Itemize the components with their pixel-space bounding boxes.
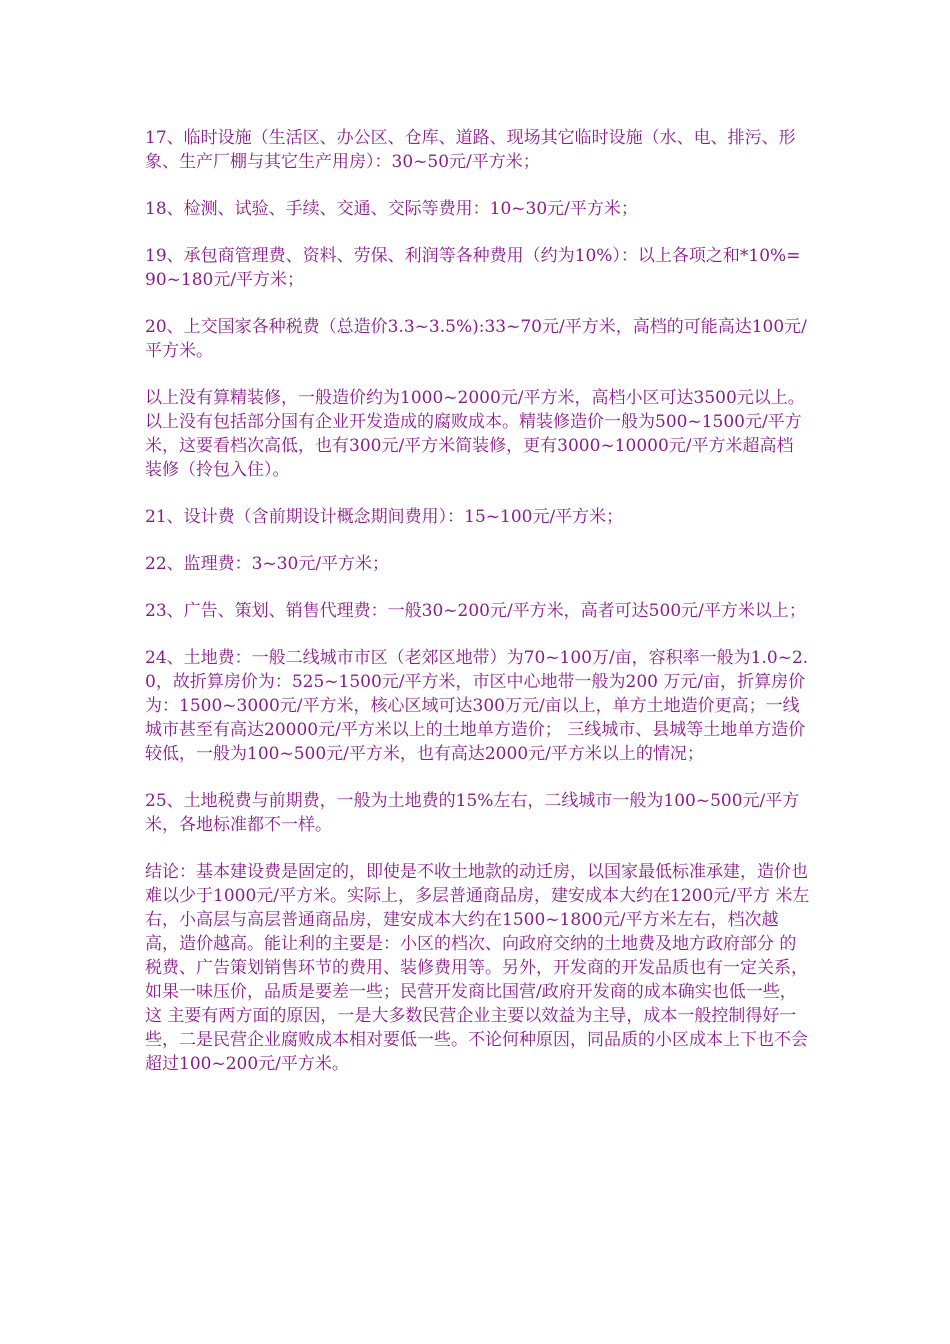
- paragraph-item-17: 17、临时设施（生活区、办公区、仓库、道路、现场其它临时设施（水、电、排污、形象、生产厂棚与其它生产用房）：30~50元/平方米；: [145, 128, 796, 172]
- paragraph-note-decoration: 以上没有算精装修，一般造价约为1000~2000元/平方米，高档小区可达3500元以上。以上没有包括部分国有企业开发造成的腐败成本。精装修造价一般为500~1500元/平方米，这要看档次高低，也有300元/平方米简装修，更有3000~10000元/平方米超高档装修（拎包入住）。: [145, 388, 805, 480]
- paragraph-item-18: 18、检测、试验、手续、交通、交际等费用：10~30元/平方米；: [145, 199, 638, 219]
- paragraph-item-19: 19、承包商管理费、资料、劳保、利润等各种费用（约为10%）：以上各项之和*10%=90~180元/平方米；: [145, 246, 801, 290]
- paragraph-item-25: 25、土地税费与前期费，一般为土地费的15%左右，二线城市一般为100~500元/平方米，各地标准都不一样。: [145, 791, 800, 835]
- paragraph-item-20: 20、上交国家各种税费（总造价3.3~3.5%):33~70元/平方米，高档的可能高达100元/平方米。: [145, 317, 807, 361]
- document-body: [145, 126, 810, 1099]
- paragraph-conclusion: 结论：基本建设费是固定的，即使是不收土地款的动迁房，以国家最低标准承建，造价也难以少于1000元/平方米。实际上，多层普通商品房，建安成本大约在1200元/平方 米左右，小高层与高层普通商品房，建安成本大约在1500~1800元/平方米左右，档次越高，造价越高。能让利的主要是：小区的档次、向政府交纳的土地费及地方政府部分 的税费、广告策划销售环节的费用、装修费用等。另外，开发商的开发品质也有一定关系，如果一味压价，品质是要差一些；民营开发商比国营/政府开发商的成本确实也低一些，这 主要有两方面的原因，一是大多数民营企业主要以效益为主导，成本一般控制得好一些，二是民营企业腐败成本相对要低一些。不论何种原因，同品质的小区成本上下也不会超过100~200元/平方米。: [145, 862, 810, 1074]
- paragraph-item-22: 22、监理费：3~30元/平方米；: [145, 554, 390, 574]
- paragraph-item-23: 23、广告、策划、销售代理费：一般30~200元/平方米，高者可达500元/平方米以上；: [145, 601, 806, 621]
- paragraph-item-21: 21、设计费（含前期设计概念期间费用）：15~100元/平方米；: [145, 507, 624, 527]
- paragraph-item-24: 24、土地费：一般二线城市市区（老郊区地带）为70~100万/亩，容积率一般为1.0~2.0，故折算房价为：525~1500元/平方米，市区中心地带一般为200 万元/亩，折算房价为：1500~3000元/平方米，核心区域可达300万元/亩以上，单方土地造价更高；一线城市甚至有高达20000元/平方米以上的土地单方造价； 三线城市、县城等土地单方造价较低，一般为100~500元/平方米，也有高达2000元/平方米以上的情况；: [145, 648, 809, 764]
